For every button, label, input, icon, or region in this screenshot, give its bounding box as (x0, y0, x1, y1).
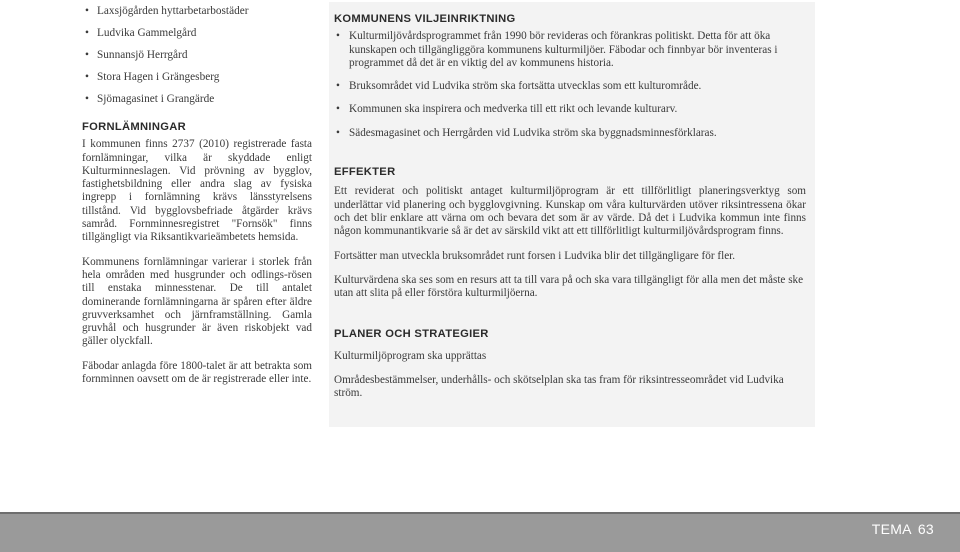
paragraph: I kommunen finns 2737 (2010) registrerade fasta fornlämningar, vilka är skyddade enligt Kulturminneslagen. Vid prövning av bygglov, fastighetsbildning eller andra slag av fysiska ingrepp i fornlämning krävs länsstyrelsens tillstånd. Vid bygglovsbefriade åtgärder krävs samråd. Fornminnesregistret "Fornsök" finns tillgängligt via Riksantikvarieämbetets hemsida. (82, 138, 312, 244)
list-item: • Kommunen ska inspirera och medverka till ett rikt och levande kulturarv. (334, 103, 806, 116)
footer-divider (0, 512, 960, 514)
list-item: • Stora Hagen i Grängesberg (82, 66, 312, 88)
paragraph: Kulturmiljöprogram ska upprättas (334, 349, 487, 362)
list-item: • Laxsjögården hyttarbetarbostäder (82, 0, 312, 22)
footer-theme-label: TEMA (871, 521, 912, 537)
left-column (82, 0, 312, 397)
list-item: • Bruksområdet vid Ludvika ström ska fortsätta utvecklas som ett kulturområde. (334, 80, 806, 93)
section-heading-effekter: EFFEKTER (334, 166, 396, 179)
section-heading-fornlamningar: FORNLÄMNINGAR (82, 121, 186, 133)
list-item: • Ludvika Gammelgård (82, 22, 312, 44)
section-heading-planer: PLANER OCH STRATEGIER (334, 328, 489, 341)
paragraph: Ett reviderat och politiskt antaget kulturmiljöprogram är ett tillförlitligt planeringsverktyg som underlättar vid planering och bygglovgivning. Kunskap om våra kulturvärden utöver riksintressena ökar och det blir enklare att värna om och bevara det som är av värde. Då det i Ludvika kommun inte finns någon kommunantikvarie så är det av särskild vikt att ett tillförlitligt kulturmiljövårdsprogram finns. (334, 185, 806, 238)
paragraph: Områdesbestämmelser, underhålls- och skötselplan ska tas fram för riksintresseområdet vid Ludvika ström. (334, 374, 784, 400)
paragraph: Fortsätter man utveckla bruksområdet runt forsen i Ludvika blir det tillgängligare för fler. (334, 249, 736, 262)
footer-label (866, 521, 934, 537)
page-footer (0, 512, 960, 552)
heritage-sites-list (82, 0, 312, 110)
right-panel (329, 2, 815, 427)
list-item: • Sädesmagasinet och Herrgården vid Ludvika ström ska byggnadsminnesförklaras. (334, 127, 806, 140)
paragraph: Kommunens fornlämningar varierar i storlek från hela områden med husgrunder och odlings-rösen till enstaka minnesstenar. De till antalet dominerande fornlämningarna är spåren efter äldre gruvverksamhet och järnframställning. Gamla gruvhål och husgrunder är även riskobjekt vad gäller olyckfall. (82, 255, 312, 348)
paragraph: Kulturvärdena ska ses som en resurs att ta till vara på och ska vara tillgängligt för alla men det måste ske utan att slita på eller förstöra kulturmiljöerna. (334, 273, 804, 300)
list-item: • Sjömagasinet i Grangärde (82, 88, 312, 110)
right-panel-content (334, 13, 806, 412)
section-heading-viljeinriktning: KOMMUNENS VILJEINRIKTNING (334, 13, 516, 25)
page-number: 63 (917, 521, 934, 537)
viljeinriktning-list (334, 30, 806, 140)
list-item: • Sunnansjö Herrgård (82, 44, 312, 66)
paragraph: Fäbodar anlagda före 1800-talet är att betrakta som fornminnen oavsett om de är registrerade eller inte. (82, 359, 312, 386)
list-item: • Kulturmiljövårdsprogrammet från 1990 bör revideras och förankras politiskt. Detta för att öka kunskapen och tillgängliggöra kommunens kulturmiljöer. Fäbodar och finnbyar bör inventeras i programmet då det är en viktig del av kommunens historia. (334, 30, 806, 70)
